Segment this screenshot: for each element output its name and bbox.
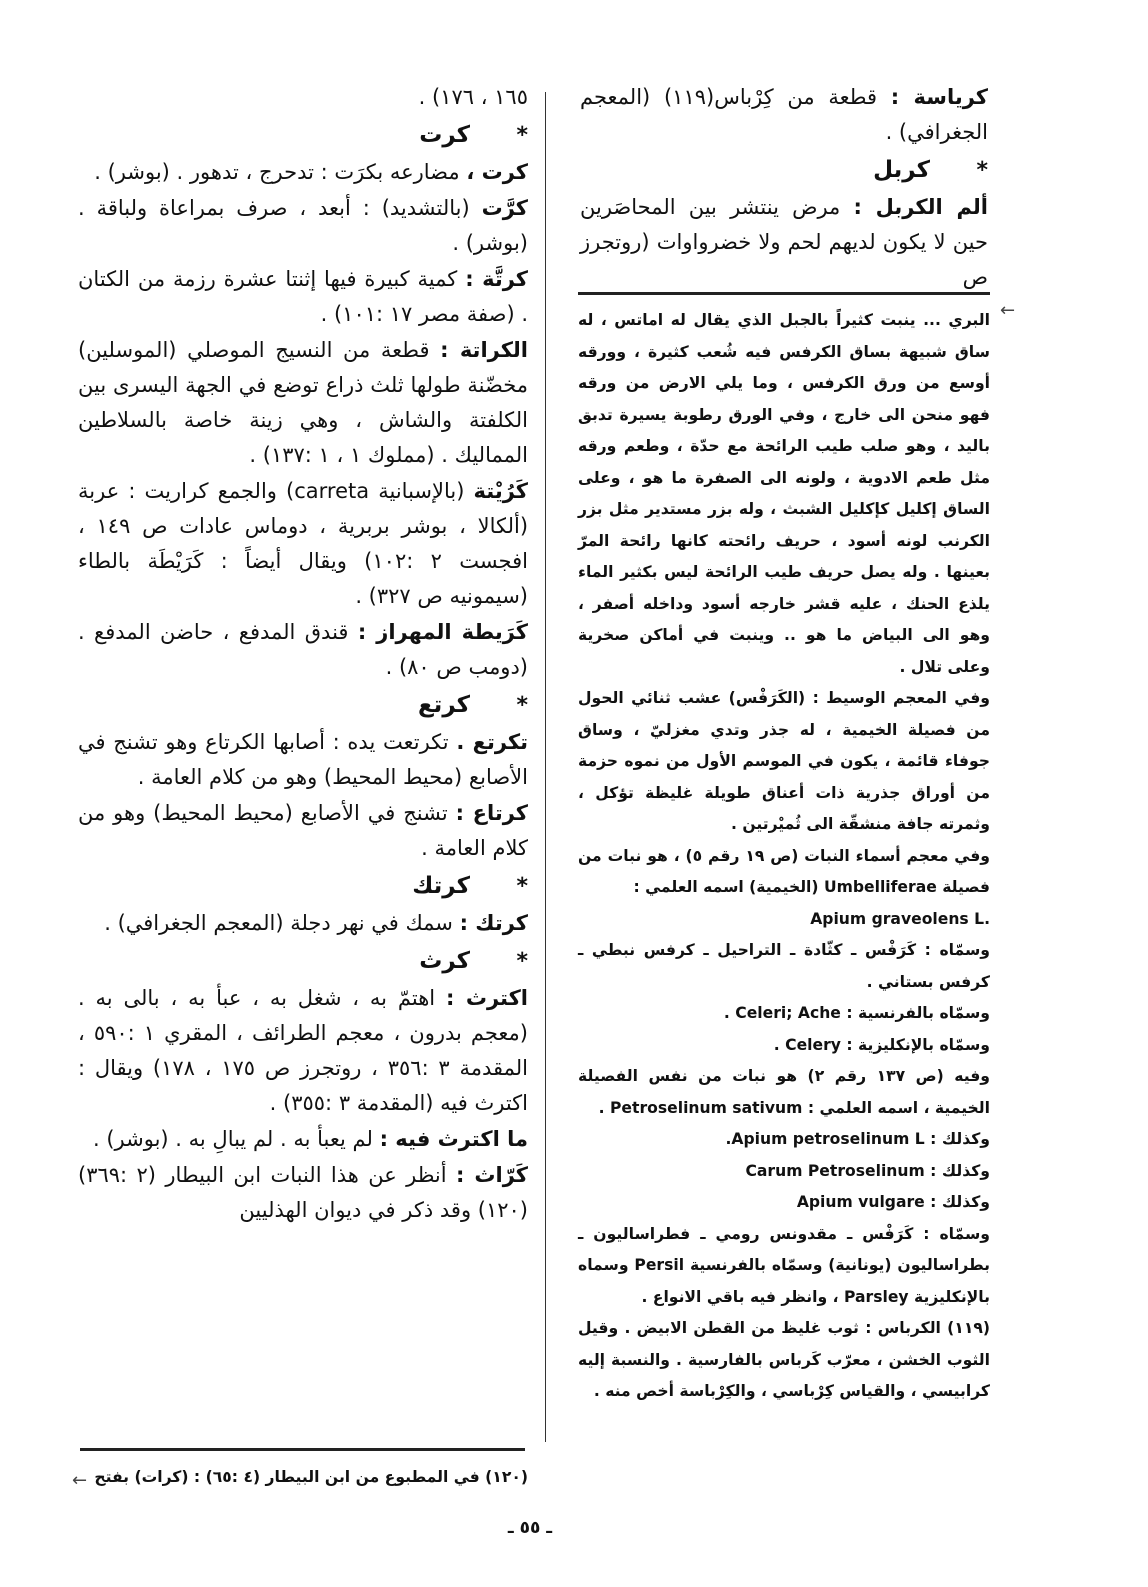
footnote-paragraph: وفي المعجم الوسيط : (الكَرَفْس) عشب ثنائي الحول من فصيلة الخيمية ، له جذر وتدي مغزليّ ، وساق جوفاء قائمة ، يكون في الموسم الأول من نموه حزمة من أوراق جذرية ذات أعناق طويلة غليظة تؤكل ، وثمرته جافة منشقّة الى ثُميْرتين .: [578, 689, 990, 833]
footnote-paragraph: وسمّاه بالإنكليزية : Celery .: [773, 1035, 990, 1054]
footnote-119: (١١٩) الكرباس : ثوب غليظ من القطن الابيض . وقيل الثوب الخشن ، معرّب كَرباس بالفارسية . والنسبة إليه كرابيسي ، والقياس كِرْباسي ، والكِرْباسة أخص منه .: [578, 1319, 990, 1400]
heading-karath: *كرث: [78, 942, 528, 981]
star-marker: *: [516, 693, 528, 718]
footnote-120: (١٢٠) في المطبوع من ابن البيطار (٤ :٦٥) : (كرات) بفتح: [94, 1468, 528, 1486]
heading-kartak: *كرتك: [78, 867, 528, 906]
footnote-paragraph: البري ... ينبت كثيراً بالجبل الذي يقال له اماتس ، له ساق شبيهة بساق الكرفس فيه شُعب كثيرة ، وورقه أوسع من ورق الكرفس ، وما يلي الارض من ورقه فهو منحن الى خارج ، وفي الورق رطوبة يسيرة تدبق باليد ، وهو صلب طيب الرائحة مع حدّة ، وطعم ورقه مثل طعم الادوية ، ولونه الى الصفرة ما هو ، وعلى الساق إكليل كإكليل الشبث ، وله بزر مستدير مثل بزر الكرنب لونه أسود ، حريف رائحته كانها رائحة المرّ بعينها . وله يصل حريف طيب الرائحة ليس بكثير الماء يلذع الحنك ، عليه قشر خارجه أسود وداخله أصفر ، وهو الى البياض ما هو .. وينبت في أماكن صخرية وعلى تلال .: [578, 311, 990, 676]
entry-takarta: تكرتع . تكرتعت يده : أصابها الكرتاع وهو تشنج في الأصابع (محيط المحيط) وهو من كلام العامة .: [78, 730, 529, 789]
footnote-rule-right: [578, 292, 990, 295]
entry-keyword: كرياسة :: [890, 85, 988, 109]
entry-keyword: ألم الكربل :: [853, 195, 989, 219]
heading-karbal: *كربل: [580, 151, 988, 190]
footnote-paragraph: وسمّاه : كَرَفْس ـ كثّادة ـ التراحيل ـ كرفس نبطي ـ كرفس بستاني .: [578, 941, 990, 991]
entry-karitat-almihraz: كَرَيطة المهراز : قندق المدفع ، حاضن المدفع . (دومب ص ٨٠) .: [78, 620, 528, 679]
page-number: ـ ٥٥ ـ: [507, 1518, 553, 1538]
star-marker: *: [516, 123, 528, 148]
footnote-paragraph: وفيه (ص ١٣٧ رقم ٢) هو نبات من نفس الفصيلة الخيمية ، اسمه العلمي : Petroselinum sativum .: [578, 1067, 990, 1117]
footnote-paragraph: وسمّاه بالفرنسية : Celeri; Ache .: [723, 1004, 990, 1022]
entry-kartta: كرتَّة : كمية كبيرة فيها إثنتا عشرة رزمة من الكتان . (صفة مصر ١٧ :١٠١) .: [78, 267, 529, 326]
footnote-latin-name: Apium graveolens L.: [810, 909, 990, 928]
footnote-alt-name: وكذلك : Apium petroselinum L.: [725, 1130, 990, 1148]
entry-alkarata: الكراتة : قطعة من النسيج الموصلي (الموسلين) مخضّنة طولها ثلث ذراع توضع في الجهة اليسرى بين الكلفتة والشاش ، وهي زينة خاصة بالسلاطين المماليك . (مملوك ١ ، ١ :١٣٧) .: [78, 338, 529, 467]
star-marker: *: [516, 874, 528, 899]
entry-continuation: ١٦٥ ، ١٧٦) .: [418, 85, 528, 109]
entry-text: قطعة من كِرْباس(١١٩) (المعجم الجغرافي) .: [580, 85, 988, 144]
star-marker: *: [976, 158, 988, 183]
footnote-rule-left: [80, 1448, 525, 1451]
entry-kartak: كرتك : سمك في نهر دجلة (المعجم الجغرافي) .: [104, 911, 528, 935]
entry-karita: كَرُيْتة (بالإسبانية carreta) والجمع كراريت : عربة (ألكالا ، بوشر بربرية ، دوماس عادات ص ١٤٩ ، افجست ٢ :١٠٢) ويقال أيضاً : كَرَيْطَة بالطاء (سيمونيه ص ٣٢٧) .: [78, 479, 529, 608]
entry-karrat: كرَّت (بالتشديد) : أبعد ، صرف بمراعاة ولباقة . (بوشر) .: [78, 196, 528, 255]
entry-iktarath: اكترث : اهتمّ به ، شغل به ، عبأ به ، بالى به . (معجم بدرون ، معجم الطرائف ، المقري ١ :٥٩٠ ، المقدمة ٣ :٣٥٦ ، روتجرز ص ١٧٥ ، ١٧٨) ويقال : اكترث فيه (المقدمة ٣ :٣٥٥) .: [78, 986, 528, 1115]
entry-kirbasa: [580, 80, 988, 150]
star-marker: *: [516, 949, 528, 974]
left-footnotes: [88, 1462, 528, 1492]
entry-kirta: كرتاع : تشنج في الأصابع (محيط المحيط) وهو من كلام العامة .: [78, 801, 528, 860]
entry-alam-alkarbal: [580, 190, 988, 295]
left-column: [78, 80, 528, 1229]
footnote-paragraph: وفي معجم أسماء النبات (ص ١٩ رقم ٥) ، هو نبات من فصيلة Umbelliferae (الخيمية) اسمه العلمي :: [578, 846, 990, 896]
entry-ma-iktarath: ما اكترث فيه : لم يعبأ به . لم يبالِ به . (بوشر) .: [93, 1127, 528, 1151]
entry-kart: كرت ، مضارعه بكرَت : تدحرج ، تدهور . (بوشر) .: [94, 160, 528, 184]
right-footnotes: [578, 305, 990, 1408]
margin-arrow-mark: ←: [1000, 300, 1016, 321]
footnote-alt-name: وكذلك : Apium vulgare: [796, 1193, 990, 1211]
entry-text: مرض ينتشر بين المحاصَرين حين لا يكون لديهم لحم ولا خضرواوات (روتجرز ص: [580, 195, 988, 289]
margin-arrow-mark: ←: [72, 1470, 88, 1491]
column-divider: [545, 92, 546, 1442]
footnote-paragraph: وسمّاه : كَرَفْس ـ مقدونس رومي ـ فطراساليون ـ بطراساليون (يونانية) وسمّاه بالفرنسية Persil وسماه بالإنكليزية Parsley ، وانظر فيه باقي الانواع .: [578, 1224, 990, 1306]
footnote-alt-name: وكذلك : Carum Petroselinum: [745, 1161, 990, 1180]
entry-kurrath: كَرّاث : أنظر عن هذا النبات ابن البيطار (٢ :٣٦٩)(١٢٠) وقد ذكر في ديوان الهذليين: [78, 1163, 528, 1222]
heading-kart: *كرت: [78, 116, 528, 155]
heading-karta: *كرتع: [78, 686, 528, 725]
right-column: [580, 80, 988, 296]
